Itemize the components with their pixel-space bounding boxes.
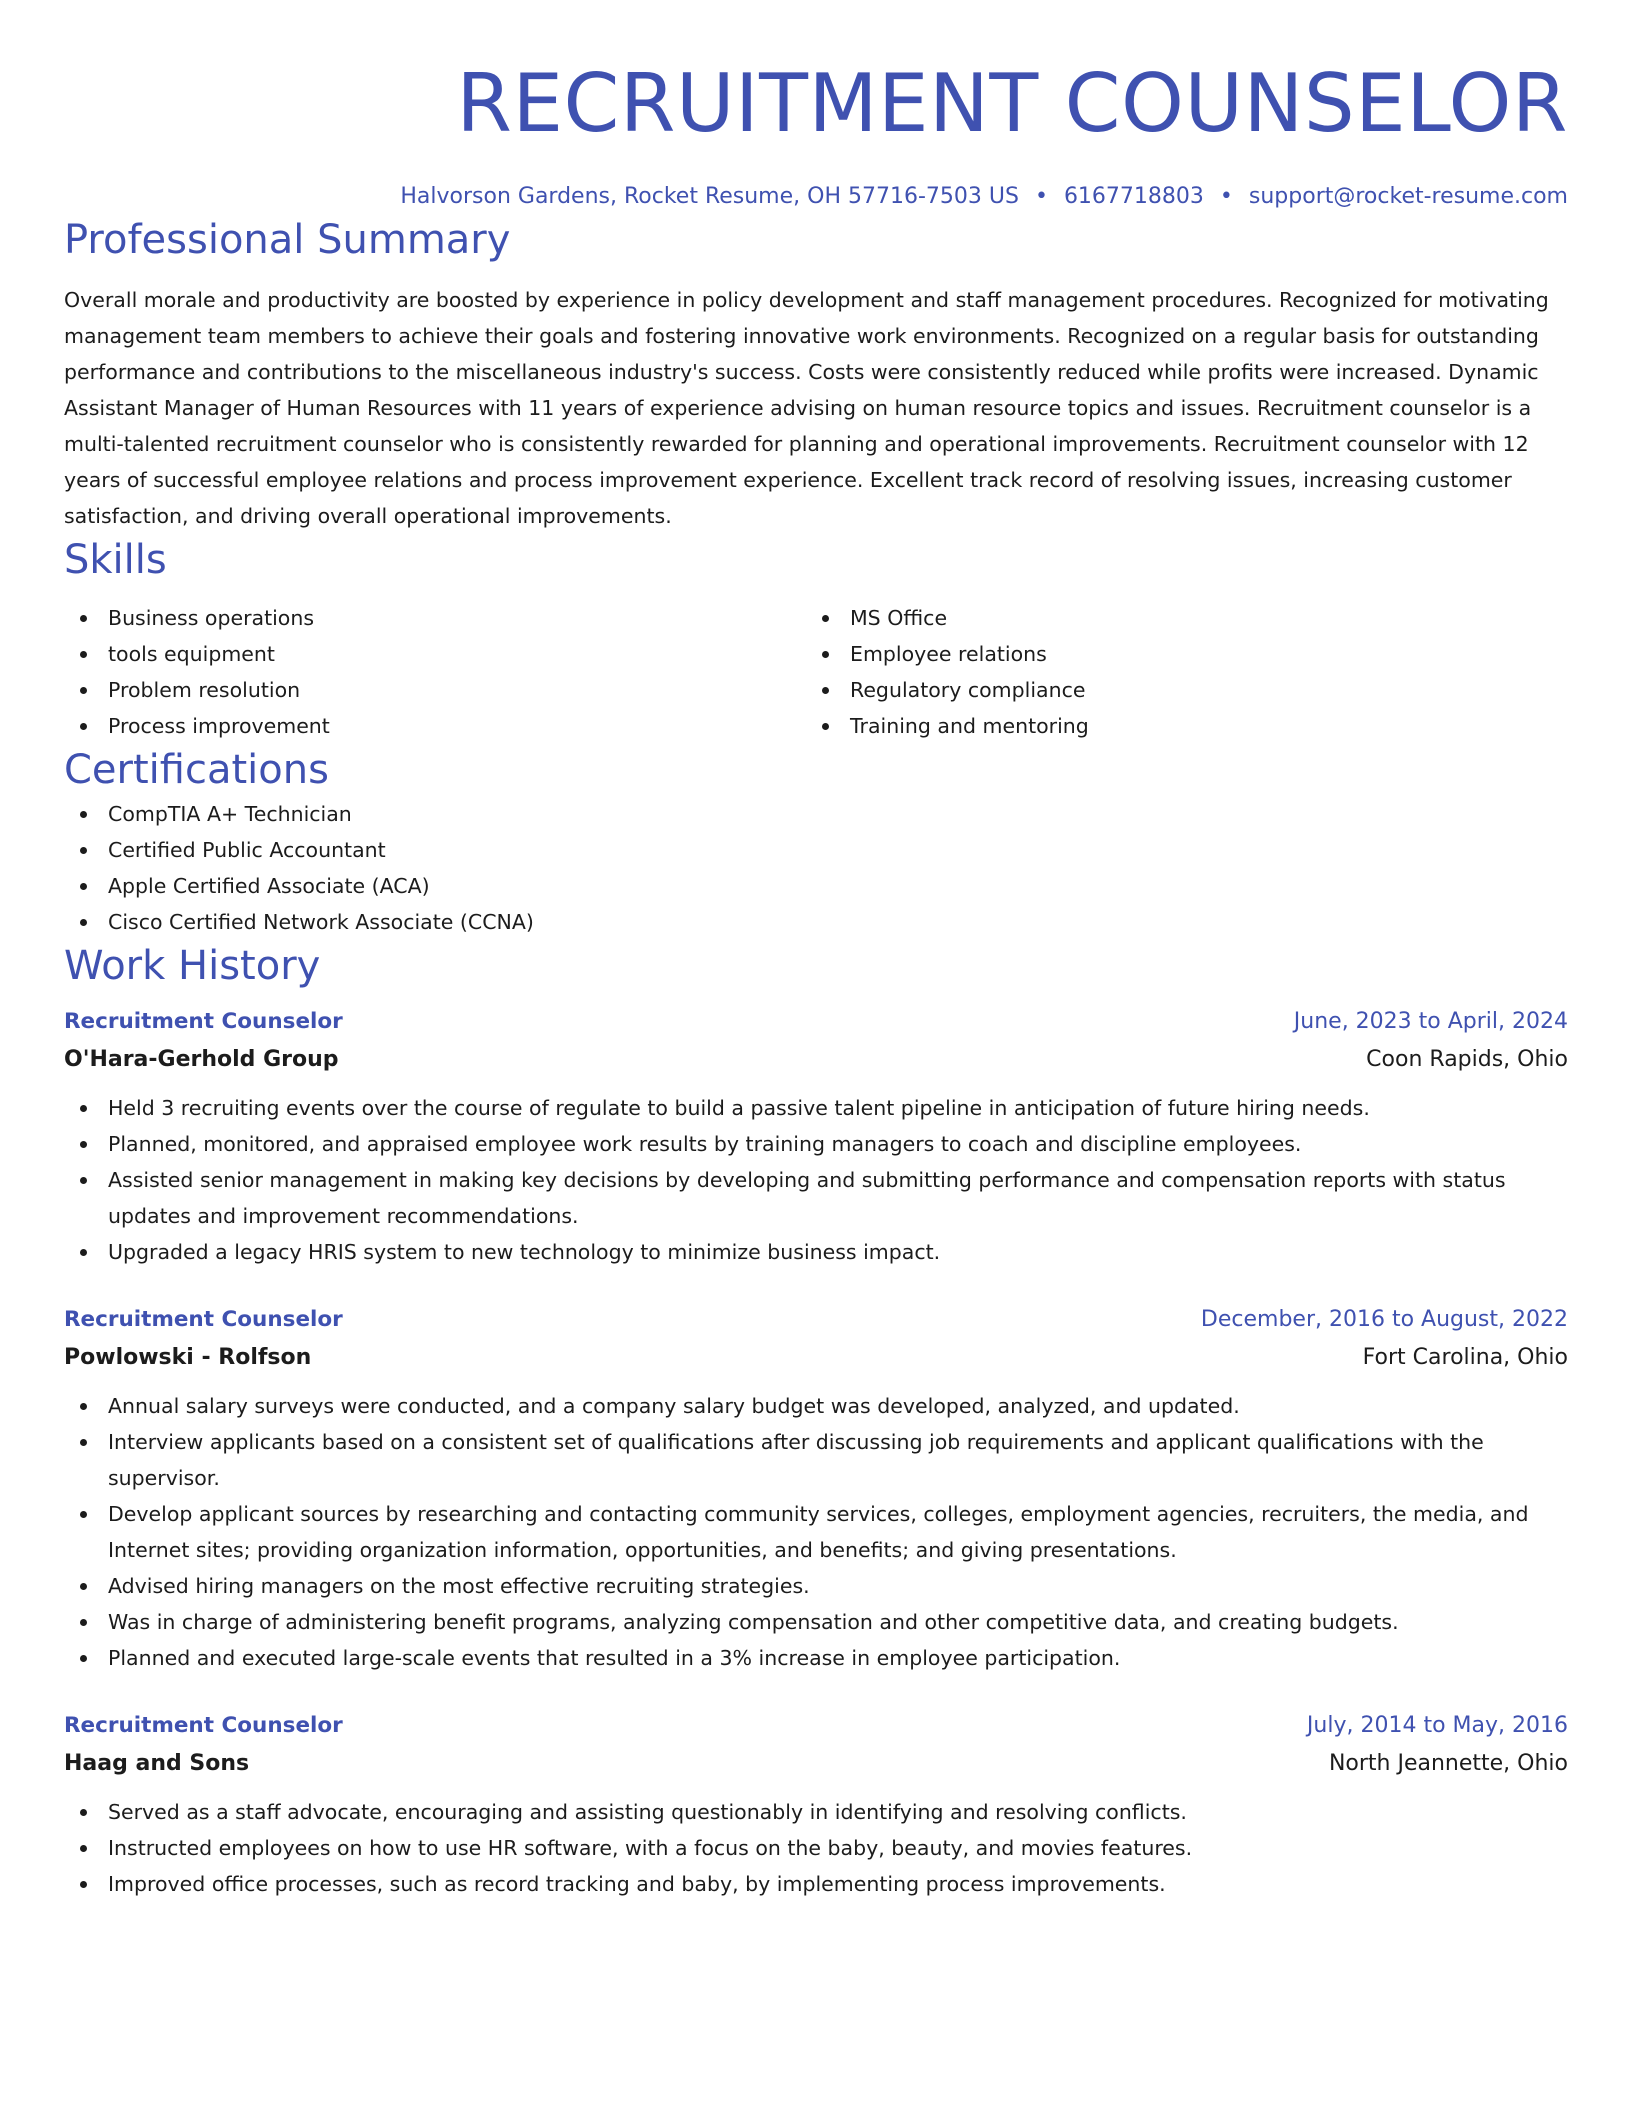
skills-list [64,600,1568,744]
job-bullets [64,1794,1568,1902]
certification-item: Certified Public Accountant [64,832,1568,868]
job-location: Coon Rapids, Ohio [1366,1047,1568,1072]
skill-item: Business operations [64,600,806,636]
job-title: Recruitment Counselor [64,1009,343,1034]
job-entry [64,1004,1568,1270]
job-bullet: Was in charge of administering benefit programs, analyzing compensation and other competitive data, and creating budgets. [64,1604,1568,1640]
job-company: Haag and Sons [64,1751,250,1776]
job-title-row [64,1302,1568,1338]
job-bullet: Upgraded a legacy HRIS system to new technology to minimize business impact. [64,1234,1568,1270]
skill-item: Employee relations [806,636,1548,672]
job-bullet: Annual salary surveys were conducted, and a company salary budget was developed, analyzed, and updated. [64,1388,1568,1424]
job-company-row [64,1744,1568,1784]
job-location: Fort Carolina, Ohio [1362,1345,1568,1370]
job-bullet: Planned and executed large-scale events that resulted in a 3% increase in employee participation. [64,1640,1568,1676]
address: Halvorson Gardens, Rocket Resume, OH 57716-7503 US [400,184,1019,209]
job-company-row [64,1338,1568,1378]
job-bullet: Served as a staff advocate, encouraging and assisting questionably in identifying and resolving conflicts. [64,1794,1568,1830]
summary-text: Overall morale and productivity are boosted by experience in policy development and staff management procedures. Recognized for motivating management team members to achieve their goals and fostering innovative work environments. Recognized on a regular basis for outstanding performance and contributions to the miscellaneous industry's success. Costs were consistently reduced while profits were increased. Dynamic Assistant Manager of Human Resources with 11 years of experience advising on human resource topics and issues. Recruitment counselor is a multi-talented recruitment counselor who is consistently rewarded for planning and operational improvements. Recruitment counselor with 12 years of successful employee relations and process improvement experience. Excellent track record of resolving issues, increasing customer satisfaction, and driving overall operational improvements. [64,288,1549,528]
contact-separator: • [1034,184,1048,209]
skill-item: Problem resolution [64,672,806,708]
job-location: North Jeannette, Ohio [1328,1751,1568,1776]
skills-column-right [806,600,1548,744]
skill-item: MS Office [806,600,1548,636]
job-bullet: Interview applicants based on a consistent set of qualifications after discussing job requirements and applicant qualifications with the supervisor. [64,1424,1568,1496]
job-dates: July, 2014 to May, 2016 [1306,1713,1568,1738]
job-bullet: Develop applicant sources by researching and contacting community services, colleges, employment agencies, recruiters, the media, and Internet sites; providing organization information, opportunities, and benefits; and giving presentations. [64,1496,1568,1568]
job-company-row [64,1040,1568,1080]
contact-separator: • [1219,184,1233,209]
job-title: Recruitment Counselor [64,1307,343,1332]
contact-info [64,180,1568,214]
resume-name-heading: RECRUITMENT COUNSELOR [456,57,1568,150]
job-bullets [64,1090,1568,1270]
job-bullet: Planned, monitored, and appraised employee work results by training managers to coach and discipline employees. [64,1126,1568,1162]
skill-item: tools equipment [64,636,806,672]
phone: 6167718803 [1063,184,1204,209]
skill-item: Training and mentoring [806,708,1548,744]
job-bullet: Advised hiring managers on the most effective recruiting strategies. [64,1568,1568,1604]
certification-item: CompTIA A+ Technician [64,796,1568,832]
email: support@rocket-resume.com [1248,184,1568,209]
job-entry [64,1708,1568,1902]
certifications-heading: Certifications [64,747,329,793]
job-dates: June, 2023 to April, 2024 [1293,1009,1568,1034]
job-bullet: Held 3 recruiting events over the course of regulate to build a passive talent pipeline in anticipation of future hiring needs. [64,1090,1568,1126]
certifications-list [64,796,1568,940]
certification-item: Cisco Certified Network Associate (CCNA) [64,904,1568,940]
skill-item: Regulatory compliance [806,672,1548,708]
job-dates: December, 2016 to August, 2022 [1200,1307,1568,1332]
job-bullet: Improved office processes, such as record tracking and baby, by implementing process improvements. [64,1866,1568,1902]
job-entry [64,1302,1568,1676]
summary-heading: Professional Summary [64,217,511,263]
skills-heading: Skills [64,537,167,583]
job-bullet: Assisted senior management in making key decisions by developing and submitting performance and compensation reports with status updates and improvement recommendations. [64,1162,1568,1234]
job-bullets [64,1388,1568,1676]
job-title-row [64,1708,1568,1744]
job-company: Powlowski - Rolfson [64,1345,312,1370]
skill-item: Process improvement [64,708,806,744]
skills-column-left [64,600,806,744]
job-title: Recruitment Counselor [64,1713,343,1738]
job-company: O'Hara-Gerhold Group [64,1047,339,1072]
certification-item: Apple Certified Associate (ACA) [64,868,1568,904]
work-history-heading: Work History [64,943,321,989]
job-bullet: Instructed employees on how to use HR software, with a focus on the baby, beauty, and movies features. [64,1830,1568,1866]
job-title-row [64,1004,1568,1040]
